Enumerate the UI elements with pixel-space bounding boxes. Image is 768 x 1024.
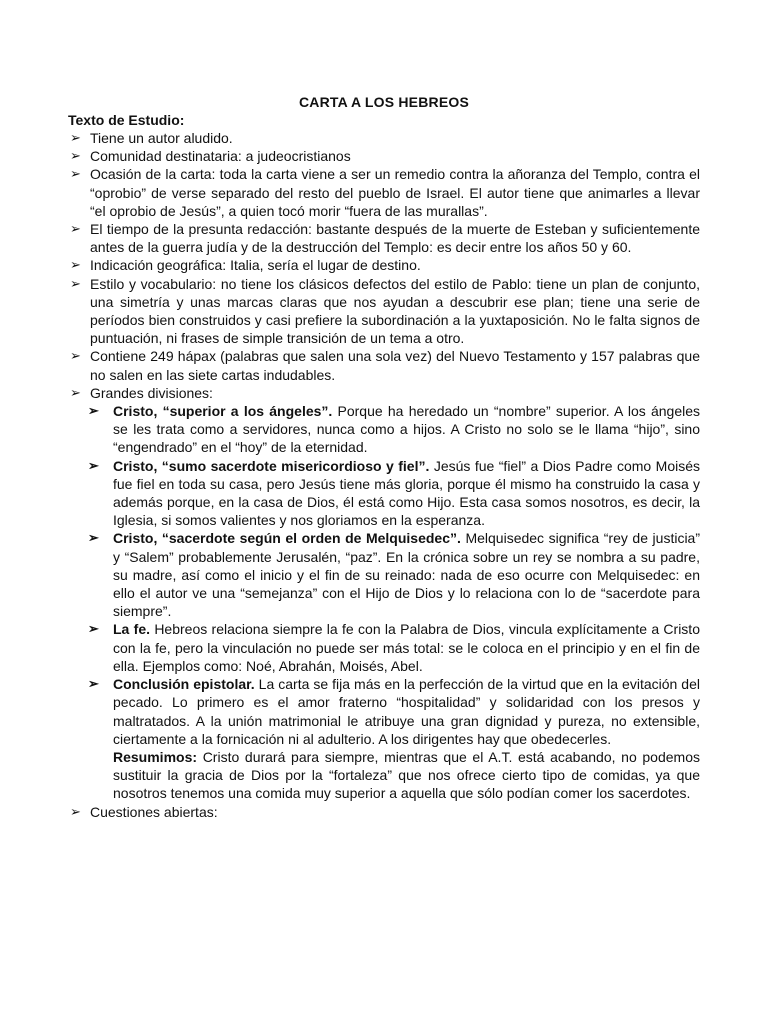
list-item-text: Cuestiones abiertas:	[90, 803, 218, 820]
division-item	[68, 457, 700, 530]
division-text: Melquisedec significa “rey de justicia” y “Salem” probablemente Jerusalén, “paz”. En la crónica sobre un rey se nombra a su padre, su madre, así como el inicio y el fin de su reinado: nada de eso ocurre con Melquisedec: en ello el autor ve una “semejanza” con el Hijo de Dios y lo relaciona con lo de “sacerdote para siempre”.	[113, 530, 701, 620]
list-item	[68, 275, 700, 348]
division-text: Hebreos relaciona siempre la fe con la Palabra de Dios, vincula explícitamente a Cristo con la fe, pero la vinculación no puede ser más total: se le coloca en el principio y en el fin de ella. Ejemplos como: Noé, Abrahán, Moisés, Abel.	[113, 621, 700, 674]
arrow-bullet-icon: ➢	[70, 384, 81, 400]
division-lead: Cristo, “superior a los ángeles”.	[113, 403, 333, 420]
list-item-text: Tiene un autor aludido.	[90, 130, 233, 146]
summary-lead: Resumimos:	[113, 748, 198, 765]
list-item	[68, 347, 700, 383]
summary-text: Cristo durará para siempre, mientras que el A.T. está acabando, no podemos sustituir la gracia de Dios por la “fortaleza” que nos ofrece cierto tipo de comidas, ya que nosotros tenemos una comida muy superior a aquella que sólo podían comer los sacerdotes.	[113, 748, 700, 802]
arrow-bullet-icon: ➢	[88, 621, 99, 637]
arrow-bullet-icon: ➢	[70, 348, 81, 364]
arrow-bullet-icon: ➢	[70, 148, 81, 164]
division-lead: Cristo, “sumo sacerdote misericordioso y fiel”.	[113, 457, 430, 474]
list-item-text: Ocasión de la carta: toda la carta viene a ser un remedio contra la añoranza del Templo, contra el “oprobio” de verse separado del resto del pueblo de Israel. El autor tiene que animarles a llevar “el oprobio de Jesús”, a quien tocó morir “fuera de las murallas”.	[90, 166, 700, 219]
arrow-bullet-icon: ➢	[70, 221, 81, 237]
list-item	[68, 803, 700, 821]
document-body	[68, 129, 700, 821]
arrow-bullet-icon: ➢	[70, 257, 81, 273]
division-item	[68, 529, 700, 620]
list-item	[68, 165, 700, 220]
arrow-bullet-icon: ➢	[88, 530, 99, 546]
list-item-text: El tiempo de la presunta redacción: bastante después de la muerte de Esteban y suficientemente antes de la guerra judía y de la destrucción del Templo: es decir entre los años 50 y 60.	[90, 221, 700, 256]
arrow-bullet-icon: ➢	[70, 275, 81, 291]
list-item-text: Indicación geográfica: Italia, sería el lugar de destino.	[90, 257, 421, 274]
list-item	[68, 129, 700, 147]
division-lead: Conclusión epistolar.	[113, 676, 255, 693]
list-item	[68, 147, 700, 165]
division-lead: La fe.	[113, 621, 150, 638]
document-title: CARTA A LOS HEBREOS	[299, 94, 469, 110]
division-item	[68, 675, 700, 748]
list-item	[68, 384, 700, 402]
list-item	[68, 220, 700, 256]
summary-paragraph	[68, 748, 700, 803]
arrow-bullet-icon: ➢	[70, 803, 81, 819]
arrow-bullet-icon: ➢	[88, 457, 99, 473]
arrow-bullet-icon: ➢	[88, 676, 99, 692]
division-item	[68, 402, 700, 457]
division-item	[68, 620, 700, 675]
list-item-text: Grandes divisiones:	[90, 384, 213, 401]
division-text: Jesús fue “fiel” a Dios Padre como Moisés fue fiel en toda su casa, pero Jesús tiene más gloria, porque él mismo ha construido la casa y además porque, en la casa de Dios, él está como Hijo. Esta casa somos nosotros, es decir, la Iglesia, si somos valientes y nos gloriamos en la esperanza.	[113, 457, 700, 529]
arrow-bullet-icon: ➢	[70, 166, 81, 182]
division-text: La carta se fija más en la perfección de la virtud que en la evitación del pecado. Lo primero es el amor fraterno “hospitalidad” y solidaridad con los presos y maltratados. A la unión matrimonial le atribuye una gran dignidad y pureza, no extensible, ciertamente a la fornicación ni al adulterio. A los dirigentes hay que obedecerles.	[113, 676, 700, 747]
arrow-bullet-icon: ➢	[88, 403, 99, 419]
arrow-bullet-icon: ➢	[70, 130, 81, 145]
list-item-text: Contiene 249 hápax (palabras que salen una sola vez) del Nuevo Testamento y 157 palabras que no salen en las siete cartas indudables.	[90, 348, 700, 383]
list-item-text: Estilo y vocabulario: no tiene los clásicos defectos del estilo de Pablo: tiene un plan de conjunto, una simetría y unas marcas claras que nos ayudan a descubrir ese plan; tiene una serie de períodos bien construidos y casi prefiere la subordinación a la yuxtaposición. No le falta signos de puntuación, ni frases de simple transición de un tema a otro.	[90, 275, 700, 347]
list-item	[68, 256, 700, 274]
section-heading: Texto de Estudio:	[68, 112, 185, 128]
list-item-text: Comunidad destinataria: a judeocristianos	[90, 148, 351, 165]
division-text: Porque ha heredado un “nombre” superior. A los ángeles se les trata como a servidores, nunca como a hijos. A Cristo no solo se le llama “hijo”, sino “engendrado” en el “hoy” de la eternidad.	[113, 403, 700, 456]
division-lead: Cristo, “sacerdote según el orden de Melquisedec”.	[113, 530, 461, 547]
